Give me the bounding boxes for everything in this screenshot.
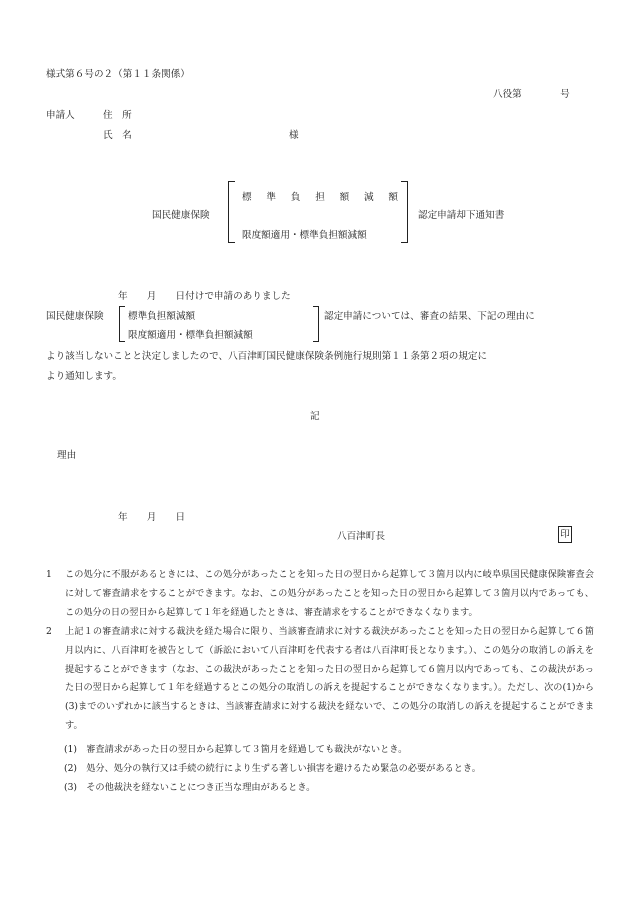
ki-heading: 記 — [310, 411, 320, 422]
subitem-1: (1) 審査請求があった日の翌日から起算して３箇月を経過しても裁決がないとき。 — [64, 744, 408, 755]
subitem-2: (2) 処分、処分の執行又は手続の続行により生ずる著しい損害を避けるため緊急の必要があるとき。 — [64, 763, 481, 774]
address-label: 住 所 — [103, 110, 132, 121]
body-line-2: より該当しないことと決定しましたので、八百津町国民健康保険条例施行規則第１１条第２項の規定に — [46, 351, 488, 362]
note-1 — [46, 566, 594, 622]
title-option-2: 限度額適用・標準負担額減額 — [242, 230, 367, 241]
body-bracket-left — [119, 306, 125, 342]
title-option-1: 標 準 負 担 額 減 額 — [242, 192, 398, 203]
title-prefix: 国民健康保険 — [152, 210, 210, 221]
form-title: 様式第６号の２（第１１条関係） — [46, 69, 190, 80]
applicant-label: 申請人 — [46, 110, 75, 121]
body-bracket-right — [313, 306, 319, 342]
body-prefix: 国民健康保険 — [46, 311, 104, 322]
subitem-3: (3) その他裁決を経ないことにつき正当な理由があるとき。 — [64, 782, 316, 793]
seal-mark: 印 — [558, 526, 572, 543]
issuer-name: 八百津町長 — [337, 531, 385, 542]
title-suffix: 認定申請却下通知書 — [418, 210, 505, 221]
title-bracket-right — [401, 181, 408, 243]
name-label: 氏 名 — [103, 130, 132, 141]
note-text: 上記１の審査請求に対する裁決を経た場合に限り、当該審査請求に対する裁決があったことを知った日の翌日から起算して６箇月以内に、八百津町を被告として（訴訟において八百津町を代表する者は八百津町長となります。）、この処分の取消しの訴えを提起することができます（なお、この裁決があったことを知った日の翌日から起算して６箇月以内であっても、この裁決があった日の翌日から起算して１年を経過するとこの処分の取消しの訴えを提起することができなくなります。）。ただし、次の(1)から(3)までのいずれかに該当するときは、当該審査請求に対する裁決を経ないで、この処分の取消しの訴えを提起することができます。 — [65, 626, 594, 731]
note-number: 2 — [46, 626, 52, 637]
honorific: 様 — [289, 130, 299, 141]
reason-label: 理由 — [57, 450, 77, 461]
note-2 — [46, 623, 594, 736]
body-after-options: 認定申請については、審査の結果、下記の理由に — [324, 311, 535, 322]
signature-date: 年 月 日 — [118, 512, 186, 523]
note-number: 1 — [46, 569, 52, 580]
document-number: 八役第 号 — [493, 89, 570, 100]
title-bracket-left — [228, 181, 235, 243]
note-text: この処分に不服があるときには、この処分があったことを知った日の翌日から起算して３箇月以内に岐阜県国民健康保険審査会に対して審査請求をすることができます。なお、この処分があったことを知った日の翌日から起算して３箇月以内であっても、この処分の日の翌日から起算して１年を経過したときは、審査請求をすることができなくなります。 — [65, 569, 594, 618]
date-line: 年 月 日付けで申請のありました — [118, 291, 291, 302]
body-option-1: 標準負担額減額 — [128, 311, 196, 322]
body-line-3: より通知します。 — [46, 371, 122, 382]
body-option-2: 限度額適用・標準負担額減額 — [128, 330, 253, 341]
